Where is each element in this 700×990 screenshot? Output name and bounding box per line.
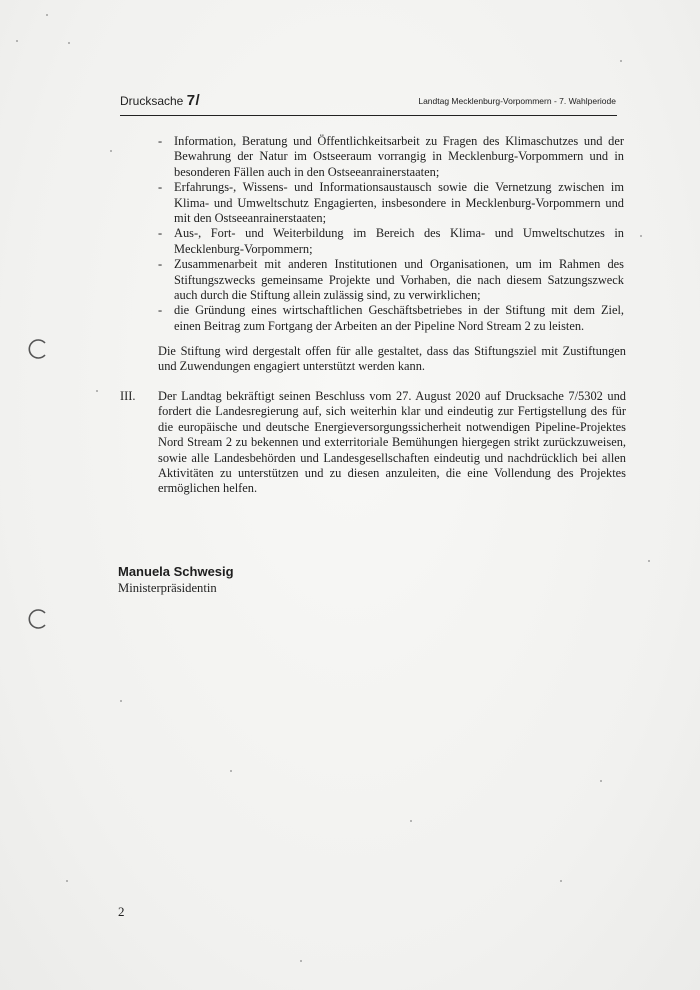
punch-hole-top-icon bbox=[26, 338, 48, 360]
purpose-list bbox=[158, 134, 624, 334]
list-dash: - bbox=[158, 257, 163, 272]
scan-speck bbox=[560, 880, 562, 882]
list-item-text: Aus-, Fort- und Weiterbildung im Bereich des Klima- und Umweltschutzes in Mecklenburg-Vorpommern; bbox=[174, 226, 624, 256]
page-header bbox=[120, 92, 616, 112]
list-dash: - bbox=[158, 180, 163, 195]
list-dash: - bbox=[158, 134, 163, 148]
scan-speck bbox=[16, 40, 18, 42]
list-item-text: Information, Beratung und Öffentlichkeitsarbeit zu Fragen des Klimaschutzes und der Bewahrung der Natur im Ostseeraum vorrangig in Mecklenburg-Vorpommern und in besonderen Fällen auch in den Ostseeanrainerstaaten; bbox=[174, 134, 624, 179]
section-numeral: III. bbox=[120, 389, 136, 403]
list-item bbox=[158, 257, 624, 303]
list-item bbox=[158, 134, 624, 180]
list-item bbox=[158, 180, 624, 226]
list-item-text: Zusammenarbeit mit anderen Institutionen und Organisationen, um im Rahmen des Stiftungszwecks gemeinsame Projekte und Vorhaben, die nach diesem Satzungszweck auch durch die Stiftung allein zulässig sind, zu verwirklichen; bbox=[174, 257, 624, 303]
list-item-text: die Gründung eines wirtschaftlichen Geschäftsbetriebes in der Stiftung mit dem Ziel, einen Beitrag zum Fortgang der Arbeiten an der Pipeline Nord Stream 2 zu leisten. bbox=[174, 303, 624, 333]
foundation-paragraph: Die Stiftung wird dergestalt offen für alle gestaltet, dass das Stiftungsziel mit Zustiftungen und Zuwendungen engagiert unterstützt werden kann. bbox=[158, 344, 626, 374]
list-dash: - bbox=[158, 226, 163, 241]
signatory-role: Ministerpräsidentin bbox=[118, 581, 217, 595]
scan-speck bbox=[600, 780, 602, 782]
section-three-text: Der Landtag bekräftigt seinen Beschluss vom 27. August 2020 auf Drucksache 7/5302 und fordert die Landesregierung auf, sich weiterhin klar und eindeutig zur Fertigstellung des für die europäische und deutsche Energieversorgungssicherheit notwendigen Pipeline-Projektes Nord Stream 2 zu bekennen und exterritoriale Bemühungen hiergegen strikt zurückzuweisen, sowie alle Landesbehörden und Landesgesellschaften eindeutig und nachdrücklich bei allen Aktivitäten zu unterstützen und zu diesen anzuleiten, die eine Vollendung des Projektes ermöglichen helfen. bbox=[158, 389, 626, 496]
signatory-name: Manuela Schwesig bbox=[118, 564, 234, 579]
scan-speck bbox=[68, 42, 70, 44]
document-label: Drucksache bbox=[120, 94, 184, 108]
scan-speck bbox=[620, 60, 622, 62]
list-item bbox=[158, 226, 624, 257]
scan-speck bbox=[96, 390, 98, 392]
document-number bbox=[120, 92, 200, 109]
list-dash: - bbox=[158, 303, 163, 318]
document-number-value: 7/ bbox=[186, 92, 201, 109]
header-divider bbox=[120, 115, 617, 116]
scan-speck bbox=[640, 235, 642, 237]
scan-speck bbox=[300, 960, 302, 962]
signature-block bbox=[118, 564, 234, 596]
page-number: 2 bbox=[118, 904, 125, 919]
scan-speck bbox=[230, 770, 232, 772]
scan-speck bbox=[120, 700, 122, 702]
scan-speck bbox=[648, 560, 650, 562]
list-item-text: Erfahrungs-, Wissens- und Informationsaustausch sowie die Vernetzung zwischen im Klima- und Umweltschutz Engagierten, insbesondere in Mecklenburg-Vorpommern und mit den Ostseeanrainerstaaten; bbox=[174, 180, 624, 226]
parliament-title: Landtag Mecklenburg-Vorpommern - 7. Wahlperiode bbox=[418, 96, 616, 106]
scan-speck bbox=[110, 150, 112, 152]
scan-speck bbox=[46, 14, 48, 16]
punch-hole-bottom-icon bbox=[26, 608, 48, 630]
scan-speck bbox=[66, 880, 68, 882]
list-item bbox=[158, 303, 624, 334]
scan-speck bbox=[410, 820, 412, 822]
